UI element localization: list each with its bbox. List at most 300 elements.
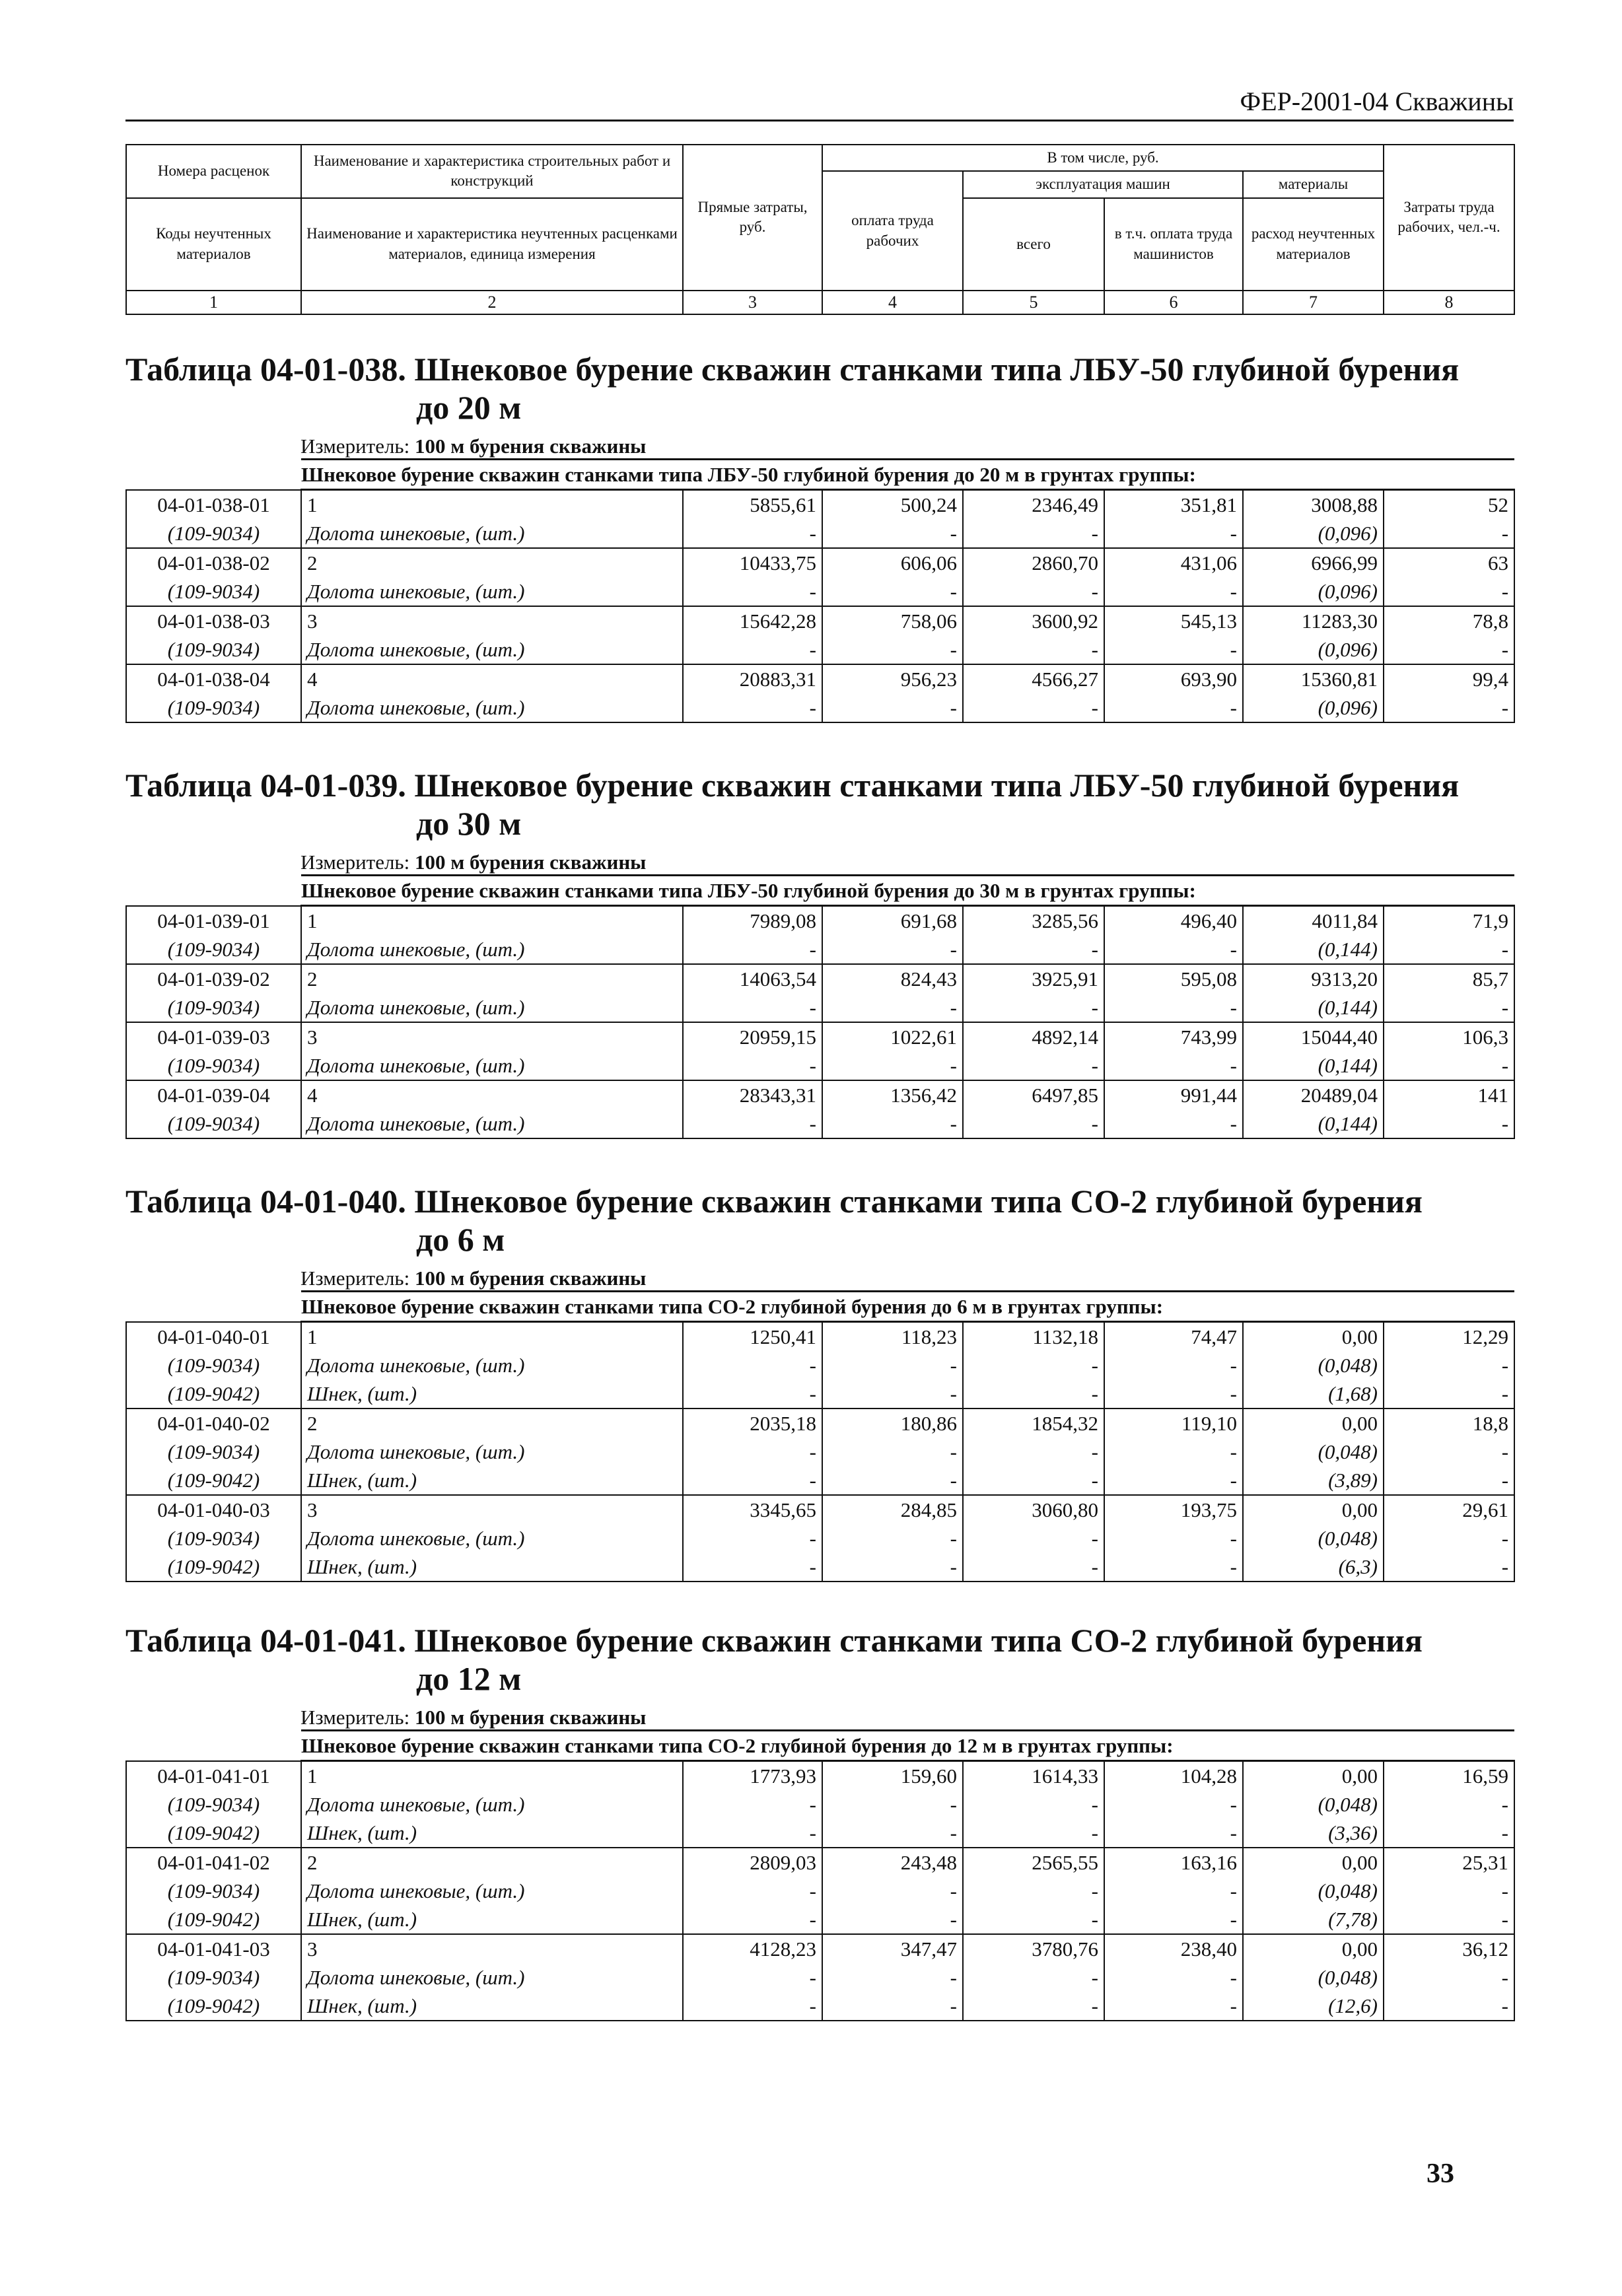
material-name: Долота шнековые, (шт.) (301, 1963, 683, 1992)
material-code: (109-9034) (126, 1438, 301, 1466)
worker-pay: 347,47 (822, 1934, 963, 1963)
material-row (126, 1819, 1514, 1848)
material-code: (109-9042) (126, 1552, 301, 1582)
material-code: (109-9034) (126, 993, 301, 1022)
materials: 11283,30 (1243, 606, 1384, 635)
labor-hours: 29,61 (1384, 1495, 1514, 1524)
materials: 20489,04 (1243, 1080, 1384, 1109)
rate-code: 04-01-039-03 (126, 1022, 301, 1051)
material-name: Шнек, (шт.) (301, 1466, 683, 1495)
cell-value: - (1384, 1438, 1514, 1466)
worker-pay: 606,06 (822, 548, 963, 577)
direct-costs: 14063,54 (683, 964, 822, 993)
rate-table-section (125, 350, 1514, 723)
soil-group: 1 (301, 906, 683, 936)
cell-value: - (822, 1438, 963, 1466)
worker-pay: 691,68 (822, 906, 963, 936)
worker-pay: 758,06 (822, 606, 963, 635)
material-row (126, 1790, 1514, 1819)
machinist-pay: 496,40 (1104, 906, 1243, 936)
rate-table-section (125, 1182, 1514, 1582)
rate-code: 04-01-041-02 (126, 1848, 301, 1877)
cell-value: - (1384, 1905, 1514, 1934)
machine-total: 3925,91 (963, 964, 1104, 993)
material-consumption: (3,89) (1243, 1466, 1384, 1495)
material-consumption: (0,144) (1243, 993, 1384, 1022)
rate-table (125, 458, 1515, 723)
material-code: (109-9034) (126, 1051, 301, 1080)
machine-total: 4566,27 (963, 664, 1104, 693)
material-row (126, 519, 1514, 548)
rate-code: 04-01-038-04 (126, 664, 301, 693)
cell-value: - (822, 1790, 963, 1819)
cell-value: - (822, 1466, 963, 1495)
machine-total: 3285,56 (963, 906, 1104, 936)
material-consumption: (0,096) (1243, 519, 1384, 548)
cell-value: - (1104, 1466, 1243, 1495)
material-name: Долота шнековые, (шт.) (301, 635, 683, 664)
machinist-pay: 193,75 (1104, 1495, 1243, 1524)
table-title-line2: до 12 м (416, 1660, 522, 1697)
col-num: 1 (126, 291, 301, 314)
rate-table (125, 1729, 1515, 2021)
cell-value: - (1384, 935, 1514, 964)
table-title (125, 350, 1514, 427)
direct-costs: 20959,15 (683, 1022, 822, 1051)
soil-group: 2 (301, 1409, 683, 1438)
soil-group: 3 (301, 1022, 683, 1051)
machine-total: 1614,33 (963, 1761, 1104, 1791)
header-labor-hours: Затраты труда рабочих, чел.-ч. (1384, 145, 1514, 291)
material-consumption: (0,096) (1243, 693, 1384, 722)
material-consumption: (0,048) (1243, 1790, 1384, 1819)
material-consumption: (3,36) (1243, 1819, 1384, 1848)
table-row (126, 1495, 1514, 1524)
material-code: (109-9034) (126, 1963, 301, 1992)
cell-value: - (822, 1552, 963, 1582)
page-number: 33 (1427, 2159, 1454, 2189)
meter-label: Измеритель: (300, 1267, 410, 1290)
table-title (125, 1621, 1514, 1698)
cell-value: - (822, 1351, 963, 1379)
labor-hours: 25,31 (1384, 1848, 1514, 1877)
material-row (126, 1466, 1514, 1495)
soil-group: 2 (301, 548, 683, 577)
material-code: (109-9034) (126, 519, 301, 548)
worker-pay: 1356,42 (822, 1080, 963, 1109)
material-consumption: (0,096) (1243, 635, 1384, 664)
material-row (126, 1877, 1514, 1905)
cell-value: - (1104, 1524, 1243, 1552)
direct-costs: 15642,28 (683, 606, 822, 635)
cell-value: - (683, 1524, 822, 1552)
material-code: (109-9042) (126, 1379, 301, 1409)
worker-pay: 1022,61 (822, 1022, 963, 1051)
material-consumption: (0,144) (1243, 1051, 1384, 1080)
material-code: (109-9042) (126, 1466, 301, 1495)
material-consumption: (6,3) (1243, 1552, 1384, 1582)
cell-value: - (1384, 1379, 1514, 1409)
material-name: Долота шнековые, (шт.) (301, 693, 683, 722)
table-row (126, 1934, 1514, 1963)
direct-costs: 10433,75 (683, 548, 822, 577)
material-code: (109-9034) (126, 577, 301, 606)
meter (300, 435, 1514, 458)
table-title-line2: до 20 м (416, 389, 522, 426)
cell-value: - (822, 1992, 963, 2021)
machinist-pay: 595,08 (1104, 964, 1243, 993)
material-name: Долота шнековые, (шт.) (301, 993, 683, 1022)
cell-value: - (963, 635, 1104, 664)
cell-value: - (963, 1351, 1104, 1379)
worker-pay: 956,23 (822, 664, 963, 693)
cell-value: - (1104, 577, 1243, 606)
labor-hours: 36,12 (1384, 1934, 1514, 1963)
labor-hours: 71,9 (1384, 906, 1514, 936)
worker-pay: 159,60 (822, 1761, 963, 1791)
soil-group: 1 (301, 1761, 683, 1791)
material-consumption: (0,144) (1243, 1109, 1384, 1138)
cell-value: - (822, 993, 963, 1022)
labor-hours: 52 (1384, 490, 1514, 520)
material-name: Долота шнековые, (шт.) (301, 1438, 683, 1466)
materials: 0,00 (1243, 1761, 1384, 1791)
cell-value: - (683, 1051, 822, 1080)
soil-group: 3 (301, 1934, 683, 1963)
machine-total: 3780,76 (963, 1934, 1104, 1963)
cell-value: - (1384, 1552, 1514, 1582)
machine-total: 2860,70 (963, 548, 1104, 577)
cell-value: - (822, 935, 963, 964)
cell-value: - (1384, 993, 1514, 1022)
materials: 15360,81 (1243, 664, 1384, 693)
material-name: Долота шнековые, (шт.) (301, 935, 683, 964)
cell-value: - (963, 1466, 1104, 1495)
materials: 15044,40 (1243, 1022, 1384, 1051)
table-row (126, 964, 1514, 993)
direct-costs: 1250,41 (683, 1322, 822, 1352)
cell-value: - (1384, 1819, 1514, 1848)
cell-value: - (1384, 1963, 1514, 1992)
rate-code: 04-01-041-01 (126, 1761, 301, 1791)
machinist-pay: 693,90 (1104, 664, 1243, 693)
rate-code: 04-01-038-03 (126, 606, 301, 635)
cell-value: - (822, 519, 963, 548)
material-row (126, 635, 1514, 664)
cell-value: - (963, 1819, 1104, 1848)
soil-group: 1 (301, 490, 683, 520)
material-consumption: (0,048) (1243, 1351, 1384, 1379)
table-row (126, 490, 1514, 520)
soil-group: 3 (301, 606, 683, 635)
machine-total: 2346,49 (963, 490, 1104, 520)
rate-code: 04-01-041-03 (126, 1934, 301, 1963)
meter-label: Измеритель: (300, 851, 410, 874)
material-name: Шнек, (шт.) (301, 1992, 683, 2021)
cell-value: - (683, 635, 822, 664)
cell-value: - (683, 1790, 822, 1819)
col-num: 5 (963, 291, 1104, 314)
col-num: 4 (822, 291, 963, 314)
rate-code: 04-01-039-02 (126, 964, 301, 993)
material-consumption: (7,78) (1243, 1905, 1384, 1934)
material-row (126, 993, 1514, 1022)
cell-value: - (1104, 1963, 1243, 1992)
cell-value: - (683, 1379, 822, 1409)
cell-value: - (963, 1438, 1104, 1466)
materials: 0,00 (1243, 1409, 1384, 1438)
running-header: ФЕР-2001-04 Скважины (125, 86, 1514, 122)
material-code: (109-9034) (126, 1524, 301, 1552)
materials: 0,00 (1243, 1848, 1384, 1877)
col-num: 8 (1384, 291, 1514, 314)
cell-value: - (683, 1438, 822, 1466)
machinist-pay: 104,28 (1104, 1761, 1243, 1791)
soil-group: 2 (301, 964, 683, 993)
table-title (125, 766, 1514, 843)
cell-value: - (822, 1051, 963, 1080)
table-title-line1: Таблица 04-01-041. Шнековое бурение скважин станками типа СО-2 глубиной бурения (125, 1622, 1423, 1659)
cell-value: - (1104, 1552, 1243, 1582)
material-name: Долота шнековые, (шт.) (301, 1790, 683, 1819)
material-code: (109-9042) (126, 1819, 301, 1848)
material-consumption: (0,048) (1243, 1524, 1384, 1552)
rate-code: 04-01-039-01 (126, 906, 301, 936)
cell-value: - (1104, 635, 1243, 664)
table-row (126, 1080, 1514, 1109)
cell-value: - (963, 1109, 1104, 1138)
cell-value: - (1104, 1877, 1243, 1905)
direct-costs: 4128,23 (683, 1934, 822, 1963)
cell-value: - (963, 1877, 1104, 1905)
cell-value: - (822, 1109, 963, 1138)
cell-value: - (1384, 1524, 1514, 1552)
worker-pay: 500,24 (822, 490, 963, 520)
material-row (126, 1051, 1514, 1080)
material-code: (109-9034) (126, 1790, 301, 1819)
table-row (126, 1322, 1514, 1352)
cell-value: - (1104, 1905, 1243, 1934)
cell-value: - (963, 1379, 1104, 1409)
table-row (126, 1848, 1514, 1877)
meter (300, 851, 1514, 874)
cell-value: - (822, 1524, 963, 1552)
meter (300, 1706, 1514, 1729)
materials: 0,00 (1243, 1495, 1384, 1524)
machinist-pay: 119,10 (1104, 1409, 1243, 1438)
meter-value: 100 м бурения скважины (414, 1267, 647, 1290)
rate-code: 04-01-038-01 (126, 490, 301, 520)
machine-total: 1132,18 (963, 1322, 1104, 1352)
machine-total: 1854,32 (963, 1409, 1104, 1438)
cell-value: - (1384, 635, 1514, 664)
col-num: 3 (683, 291, 822, 314)
worker-pay: 118,23 (822, 1322, 963, 1352)
cell-value: - (683, 1552, 822, 1582)
meter-value: 100 м бурения скважины (414, 435, 647, 458)
cell-value: - (1104, 993, 1243, 1022)
material-name: Шнек, (шт.) (301, 1905, 683, 1934)
material-name: Долота шнековые, (шт.) (301, 1877, 683, 1905)
table-title-line2: до 30 м (416, 805, 522, 842)
machinist-pay: 163,16 (1104, 1848, 1243, 1877)
table-title-line1: Таблица 04-01-039. Шнековое бурение скважин станками типа ЛБУ-50 глубиной бурения (125, 767, 1460, 804)
material-row (126, 1524, 1514, 1552)
cell-value: - (1384, 693, 1514, 722)
cell-value: - (822, 1905, 963, 1934)
cell-value: - (963, 1963, 1104, 1992)
worker-pay: 284,85 (822, 1495, 963, 1524)
cell-value: - (683, 519, 822, 548)
machinist-pay: 743,99 (1104, 1022, 1243, 1051)
labor-hours: 78,8 (1384, 606, 1514, 635)
cell-value: - (1104, 693, 1243, 722)
material-consumption: (0,144) (1243, 935, 1384, 964)
cell-value: - (822, 635, 963, 664)
machine-total: 2565,55 (963, 1848, 1104, 1877)
labor-hours: 12,29 (1384, 1322, 1514, 1352)
cell-value: - (963, 1905, 1104, 1934)
worker-pay: 243,48 (822, 1848, 963, 1877)
material-code: (109-9034) (126, 1109, 301, 1138)
worker-pay: 824,43 (822, 964, 963, 993)
cell-value: - (963, 693, 1104, 722)
cell-value: - (683, 693, 822, 722)
machinist-pay: 238,40 (1104, 1934, 1243, 1963)
cell-value: - (1104, 1992, 1243, 2021)
machinist-pay: 351,81 (1104, 490, 1243, 520)
machine-total: 3600,92 (963, 606, 1104, 635)
cell-value: - (963, 1051, 1104, 1080)
material-name: Долота шнековые, (шт.) (301, 1351, 683, 1379)
materials: 0,00 (1243, 1934, 1384, 1963)
material-row (126, 577, 1514, 606)
material-name: Шнек, (шт.) (301, 1552, 683, 1582)
worker-pay: 180,86 (822, 1409, 963, 1438)
header-materials: материалы (1243, 171, 1384, 197)
cell-value: - (1384, 577, 1514, 606)
cell-value: - (822, 1379, 963, 1409)
rate-code: 04-01-040-02 (126, 1409, 301, 1438)
cell-value: - (683, 577, 822, 606)
material-row (126, 693, 1514, 722)
materials: 0,00 (1243, 1322, 1384, 1352)
table-row (126, 1409, 1514, 1438)
cell-value: - (822, 693, 963, 722)
material-name: Долота шнековые, (шт.) (301, 519, 683, 548)
material-row (126, 1992, 1514, 2021)
material-code: (109-9034) (126, 635, 301, 664)
table-title-line2: до 6 м (416, 1221, 505, 1258)
table-row (126, 664, 1514, 693)
material-consumption: (1,68) (1243, 1379, 1384, 1409)
labor-hours: 16,59 (1384, 1761, 1514, 1791)
cell-value: - (822, 577, 963, 606)
material-code: (109-9034) (126, 1877, 301, 1905)
material-name: Шнек, (шт.) (301, 1379, 683, 1409)
column-header-table (125, 144, 1515, 315)
labor-hours: 141 (1384, 1080, 1514, 1109)
material-row (126, 1438, 1514, 1466)
soil-group: 4 (301, 1080, 683, 1109)
materials: 3008,88 (1243, 490, 1384, 520)
table-title-line1: Таблица 04-01-040. Шнековое бурение скважин станками типа СО-2 глубиной бурения (125, 1183, 1423, 1220)
material-name: Долота шнековые, (шт.) (301, 1109, 683, 1138)
direct-costs: 3345,65 (683, 1495, 822, 1524)
cell-value: - (963, 1524, 1104, 1552)
meter (300, 1267, 1514, 1290)
material-consumption: (0,048) (1243, 1877, 1384, 1905)
cell-value: - (1384, 1109, 1514, 1138)
cell-value: - (683, 1905, 822, 1934)
direct-costs: 5855,61 (683, 490, 822, 520)
material-row (126, 1379, 1514, 1409)
table-row (126, 548, 1514, 577)
direct-costs: 2809,03 (683, 1848, 822, 1877)
header-direct-costs: Прямые затраты, руб. (683, 145, 822, 291)
materials: 4011,84 (1243, 906, 1384, 936)
machinist-pay: 545,13 (1104, 606, 1243, 635)
direct-costs: 1773,93 (683, 1761, 822, 1791)
cell-value: - (822, 1877, 963, 1905)
cell-value: - (1104, 1819, 1243, 1848)
table-title (125, 1182, 1514, 1259)
group-heading: Шнековое бурение скважин станками типа СО-2 глубиной бурения до 12 м в грунтах группы: (301, 1731, 1514, 1761)
cell-value: - (683, 935, 822, 964)
material-consumption: (0,096) (1243, 577, 1384, 606)
cell-value: - (683, 1992, 822, 2021)
labor-hours: 18,8 (1384, 1409, 1514, 1438)
cell-value: - (1104, 935, 1243, 964)
cell-value: - (963, 1992, 1104, 2021)
labor-hours: 63 (1384, 548, 1514, 577)
cell-value: - (1104, 519, 1243, 548)
material-code: (109-9034) (126, 693, 301, 722)
cell-value: - (1104, 1379, 1243, 1409)
direct-costs: 2035,18 (683, 1409, 822, 1438)
table-row (126, 906, 1514, 936)
cell-value: - (1104, 1438, 1243, 1466)
cell-value: - (963, 1790, 1104, 1819)
material-code: (109-9034) (126, 935, 301, 964)
table-row (126, 1022, 1514, 1051)
header-machinist-pay: в т.ч. оплата труда машинистов (1104, 198, 1243, 291)
material-row (126, 1109, 1514, 1138)
materials: 9313,20 (1243, 964, 1384, 993)
cell-value: - (1104, 1109, 1243, 1138)
material-row (126, 1552, 1514, 1582)
cell-value: - (963, 993, 1104, 1022)
material-name: Долота шнековые, (шт.) (301, 1524, 683, 1552)
meter-label: Измеритель: (300, 1706, 410, 1729)
cell-value: - (683, 1819, 822, 1848)
header-material-codes: Коды неучтенных материалов (126, 198, 301, 291)
material-code: (109-9042) (126, 1905, 301, 1934)
cell-value: - (963, 519, 1104, 548)
cell-value: - (683, 1351, 822, 1379)
cell-value: - (683, 1466, 822, 1495)
cell-value: - (1384, 1351, 1514, 1379)
cell-value: - (1384, 519, 1514, 548)
machinist-pay: 991,44 (1104, 1080, 1243, 1109)
material-consumption: (0,048) (1243, 1438, 1384, 1466)
rate-code: 04-01-040-03 (126, 1495, 301, 1524)
cell-value: - (963, 1552, 1104, 1582)
material-name: Долота шнековые, (шт.) (301, 1051, 683, 1080)
header-material-name: Наименование и характеристика неучтенных расценками материалов, единица измерения (301, 198, 683, 291)
material-consumption: (12,6) (1243, 1992, 1384, 2021)
materials: 6966,99 (1243, 548, 1384, 577)
